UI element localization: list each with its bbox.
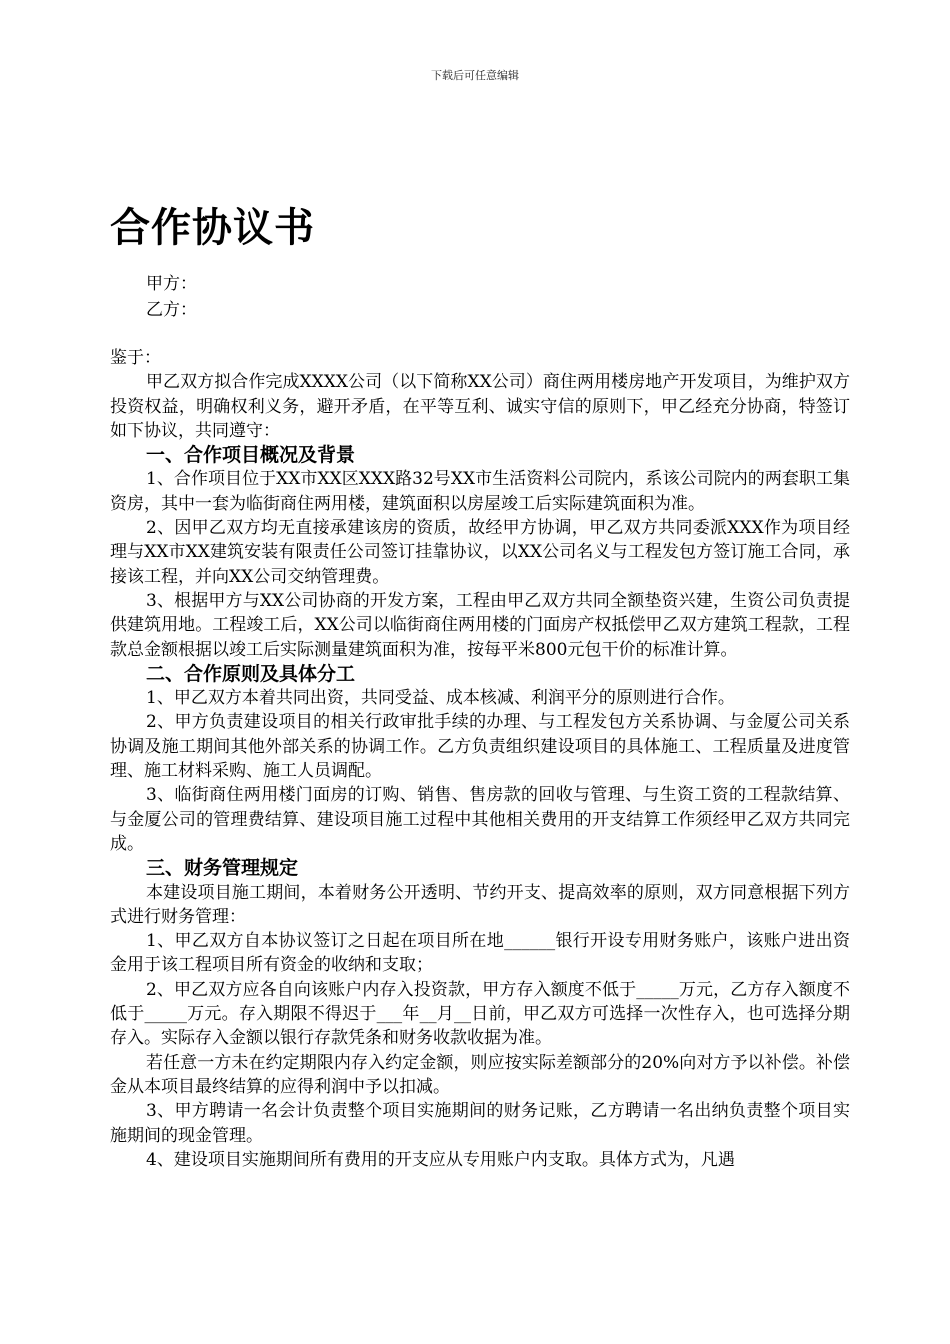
section-1-paragraph-1: 1、合作项目位于XX市XX区XXX路32号XX市生活资料公司院内，系该公司院内的两套职工集资房，其中一套为临街商住两用楼，建筑面积以房屋竣工后实际建筑面积为准。: [110, 469, 850, 514]
document-title: 合作协议书: [110, 205, 315, 251]
header-note: 下载后可任意编辑: [431, 69, 519, 82]
section-2-heading: 二、合作原则及具体分工: [146, 662, 356, 685]
section-2-paragraph-2: 2、甲方负责建设项目的相关行政审批手续的办理、与工程发包方关系协调、与金厦公司关系协调及施工期间其他外部关系的协调工作。乙方负责组织建设项目的具体施工、工程质量及进度管理、施工材料采购、施工人员调配。: [110, 712, 850, 782]
section-2-paragraph-1: 1、甲乙双方本着共同出资，共同受益、成本核减、利润平分的原则进行合作。: [146, 688, 735, 709]
parties-block: [146, 271, 197, 323]
section-3-paragraph-3: 3、甲方聘请一名会计负责整个项目实施期间的财务记账，乙方聘请一名出纳负责整个项目实施期间的现金管理。: [110, 1101, 850, 1146]
section-3-paragraph-4: 4、建设项目实施期间所有费用的开支应从专用账户内支取。具体方式为，凡遇: [146, 1149, 735, 1170]
section-3-intro: 本建设项目施工期间，本着财务公开透明、节约开支、提高效率的原则，双方同意根据下列方式进行财务管理：: [110, 882, 850, 927]
section-2-paragraph-3: 3、临街商住两用楼门面房的订购、销售、售房款的回收与管理、与生资工资的工程款结算、与金厦公司的管理费结算、建设项目施工过程中其他相关费用的开支结算工作须经甲乙双方共同完成。: [110, 785, 850, 854]
section-1-paragraph-2: 2、因甲乙双方均无直接承建该房的资质，故经甲方协调，甲乙双方共同委派XXX作为项目经理与XX市XX建筑安装有限责任公司签订挂靠协议，以XX公司名义与工程发包方签订施工合同，承接该工程，并向XX公司交纳管理费。: [110, 518, 850, 587]
section-3-paragraph-1: 1、甲乙双方自本协议签订之日起在项目所在地______银行开设专用财务账户，该账户进出资金用于该工程项目所有资金的收纳和支取；: [110, 931, 850, 976]
whereas-label: 鉴于：: [110, 348, 161, 368]
section-1-paragraph-3: 3、根据甲方与XX公司协商的开发方案，工程由甲乙双方共同全额垫资兴建，生资公司负责提供建筑用地。工程竣工后，XX公司以临街商住两用楼的门面房产权抵偿甲乙双方建筑工程款，工程款总金额根据以竣工后实际测量建筑面积为准，按每平米800元包干价的标准计算。: [110, 590, 850, 660]
intro-paragraph: 甲乙双方拟合作完成XXXX公司（以下简称XX公司）商住两用楼房地产开发项目，为维护双方投资权益，明确权利义务，避开矛盾，在平等互利、诚实守信的原则下，甲乙经充分协商，特签订如下协议，共同遵守：: [110, 372, 850, 441]
party-b-label: 乙方：: [146, 300, 197, 320]
section-3-heading: 三、财务管理规定: [146, 857, 299, 880]
section-3-paragraph-2b: 若任意一方未在约定期限内存入约定金额，则应按实际差额部分的20%向对方予以补偿。补偿金从本项目最终结算的应得利润中予以扣减。: [110, 1052, 850, 1097]
section-1-heading: 一、合作项目概况及背景: [146, 444, 356, 467]
section-3-paragraph-2: 2、甲乙双方应各自向该账户内存入投资款，甲方存入额度不低于_____万元，乙方存入额度不低于_____万元。存入期限不得迟于___年__月__日前，甲乙双方可选择一次性存入，也可选择分期存入。实际存入金额以银行存款凭条和财务收款收据为准。: [110, 979, 850, 1049]
party-a-label: 甲方：: [146, 274, 197, 294]
agreement-body: [110, 346, 850, 1172]
